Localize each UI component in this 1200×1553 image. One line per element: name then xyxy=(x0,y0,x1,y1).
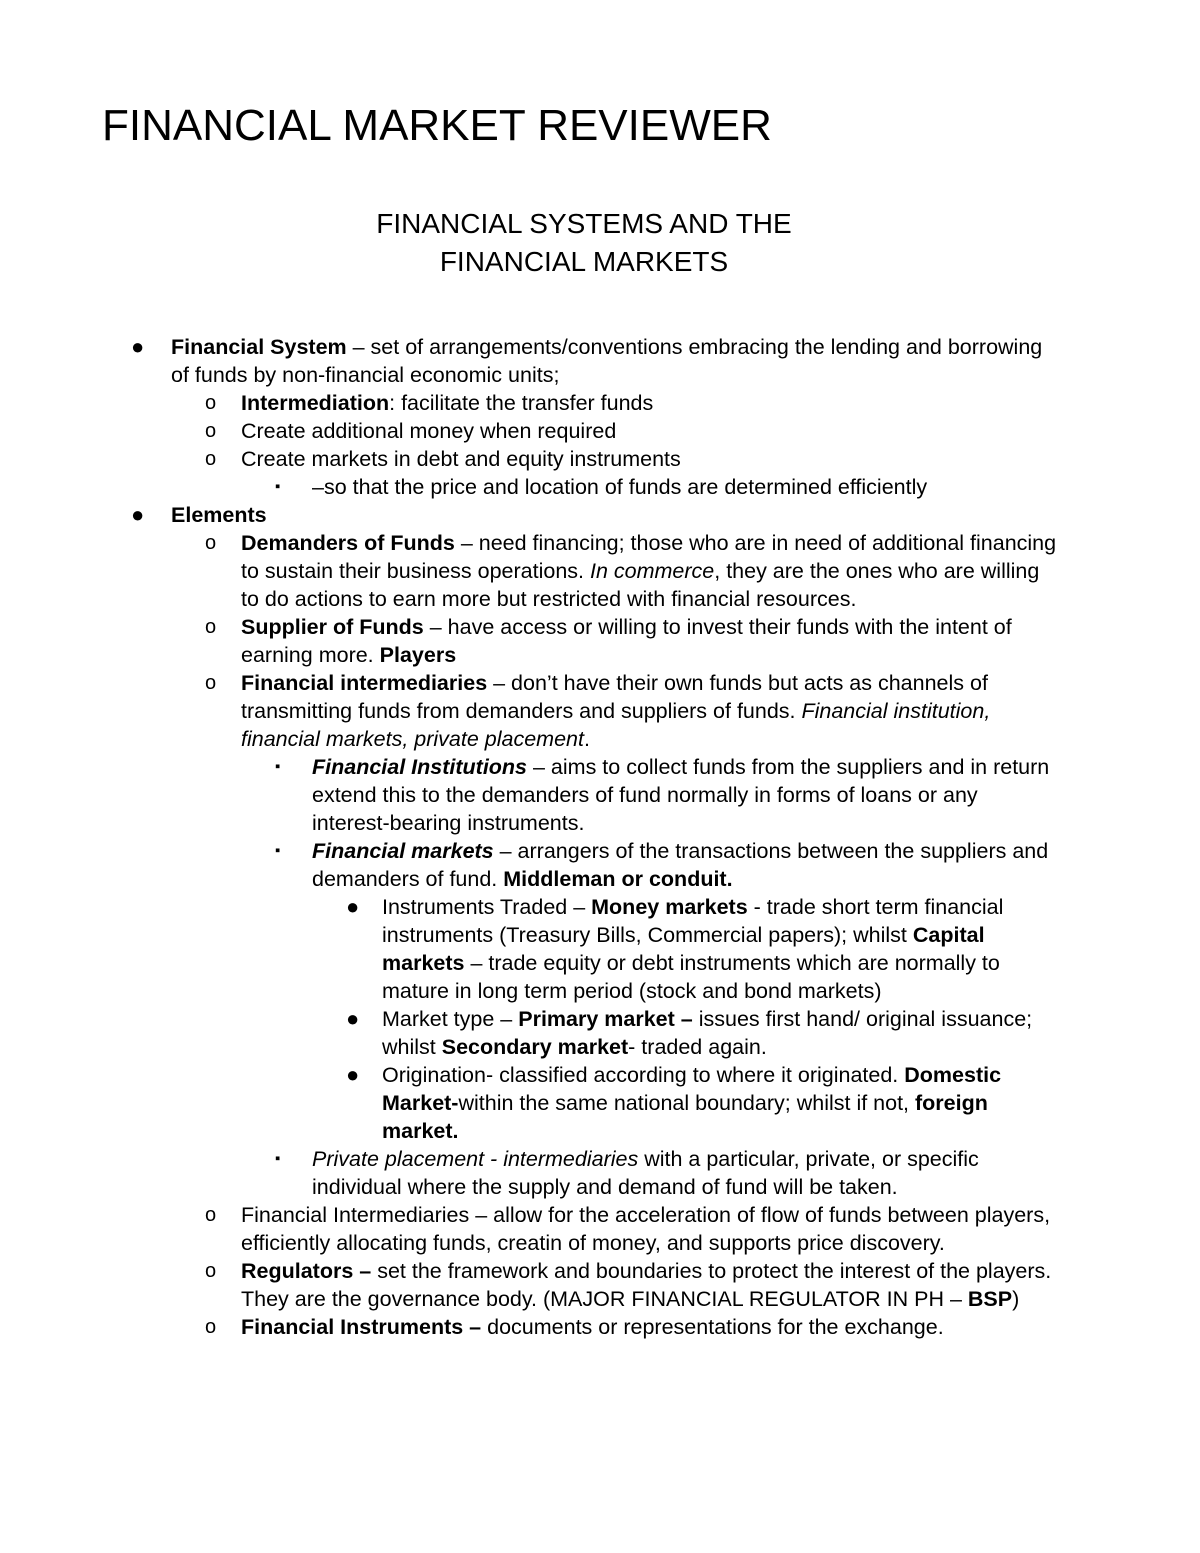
outline-text: Instruments Traded – xyxy=(382,895,592,919)
circle-bullet-icon: o xyxy=(205,672,217,694)
outline-item-level-1 xyxy=(131,501,1056,529)
square-bullet-icon: ▪ xyxy=(275,1150,281,1167)
outline-text: Capital markets xyxy=(382,923,985,975)
outline-text: Financial Institutions xyxy=(312,755,528,779)
outline-list xyxy=(0,333,1200,1341)
outline-text: : facilitate the transfer funds xyxy=(389,391,654,415)
disc-bullet-icon: ● xyxy=(346,1062,360,1087)
outline-item-level-2 xyxy=(205,529,1063,613)
section-heading-line-2: FINANCIAL MARKETS xyxy=(439,246,729,277)
outline-text: Financial Intermediaries – allow for the acceleration of flow of funds between players, efficiently allocating funds, creatin of money, and supports price discovery. xyxy=(241,1203,1051,1255)
outline-item-level-3 xyxy=(275,1145,1057,1201)
disc-bullet-icon: ● xyxy=(346,1006,360,1031)
outline-text: ) xyxy=(1012,1287,1020,1311)
outline-text: Supplier of Funds xyxy=(241,615,424,639)
outline-text: BSP xyxy=(967,1287,1013,1311)
outline-text: Primary market – xyxy=(518,1007,693,1031)
outline-text: Players xyxy=(379,643,457,667)
outline-text: issues first hand/ original issuance; whilst xyxy=(382,1007,1033,1059)
section-heading-line-1: FINANCIAL SYSTEMS AND THE xyxy=(376,208,792,239)
square-bullet-icon: ▪ xyxy=(275,478,281,495)
outline-item-level-3 xyxy=(275,753,1057,837)
outline-text: . xyxy=(583,727,590,751)
outline-text: within the same national boundary; whilst if not, xyxy=(458,1091,915,1115)
outline-text: In commerce xyxy=(589,559,715,583)
outline-text: – arrangers of the transactions between the suppliers and demanders of fund. xyxy=(312,839,1049,891)
circle-bullet-icon: o xyxy=(205,392,217,414)
outline-text: Intermediation xyxy=(241,391,390,415)
outline-text: Financial intermediaries xyxy=(241,671,488,695)
outline-text: Domestic Market- xyxy=(382,1063,1002,1115)
outline-text: set the framework and boundaries to protect the interest of the players. They are the governance body. (MAJOR FINANCIAL REGULATOR IN PH – xyxy=(241,1259,1052,1311)
outline-item-level-3 xyxy=(275,837,1057,893)
outline-text: Secondary market xyxy=(441,1035,629,1059)
circle-bullet-icon: o xyxy=(205,420,217,442)
section-heading xyxy=(0,205,1168,281)
outline-text: – have access or willing to invest their funds with the intent of earning more. xyxy=(241,615,1012,667)
outline-text: – trade equity or debt instruments which are normally to mature in long term period (stock and bond markets) xyxy=(382,951,1000,1003)
outline-text: foreign market. xyxy=(382,1091,988,1143)
outline-text: – don’t have their own funds but acts as channels of transmitting funds from demanders and suppliers of funds. xyxy=(241,671,988,723)
outline-text: Elements xyxy=(171,503,267,527)
square-bullet-icon: ▪ xyxy=(275,842,281,859)
outline-item-level-2 xyxy=(205,1201,1063,1257)
outline-text: , they are the ones who are willing to do actions to earn more but restricted with financial resources. xyxy=(241,559,1040,611)
circle-bullet-icon: o xyxy=(205,616,217,638)
outline-item-level-2 xyxy=(205,1313,1063,1341)
outline-text: Financial Instruments – xyxy=(241,1315,482,1339)
outline-text: Market type – xyxy=(382,1007,519,1031)
outline-text: –so that the price and location of funds are determined efficiently xyxy=(312,475,928,499)
outline-text: – set of arrangements/conventions embracing the lending and borrowing of funds by non-financial economic units; xyxy=(171,335,1043,387)
outline-text: Money markets xyxy=(591,895,748,919)
disc-bullet-icon: ● xyxy=(131,334,145,359)
outline-text: Middleman or conduit. xyxy=(503,867,733,891)
outline-item-level-4 xyxy=(346,1005,1057,1061)
document-title: FINANCIAL MARKET REVIEWER xyxy=(102,101,772,150)
square-bullet-icon: ▪ xyxy=(275,758,281,775)
outline-text: Financial System xyxy=(171,335,347,359)
outline-item-level-2 xyxy=(205,613,1063,669)
circle-bullet-icon: o xyxy=(205,532,217,554)
disc-bullet-icon: ● xyxy=(131,502,145,527)
outline-item-level-3 xyxy=(275,473,1057,501)
outline-item-level-4 xyxy=(346,893,1057,1005)
outline-text: Create additional money when required xyxy=(241,419,617,443)
outline-item-level-2 xyxy=(205,417,1063,445)
outline-item-level-4 xyxy=(346,1061,1057,1145)
outline-text: - trade short term financial instruments (Treasury Bills, Commercial papers); whilst xyxy=(382,895,1004,947)
outline-text: Regulators – xyxy=(241,1259,372,1283)
outline-text: - traded again. xyxy=(628,1035,767,1059)
circle-bullet-icon: o xyxy=(205,1316,217,1338)
outline-item-level-2 xyxy=(205,1257,1063,1313)
outline-item-level-2 xyxy=(205,669,1063,753)
outline-text: Origination- classified according to where it originated. xyxy=(382,1063,905,1087)
outline-text: – need financing; those who are in need of additional financing to sustain their business operations. xyxy=(241,531,1057,583)
outline-text: Financial institution, financial markets, private placement xyxy=(241,699,991,751)
outline-text: Create markets in debt and equity instruments xyxy=(241,447,681,471)
outline-item-level-2 xyxy=(205,445,1063,473)
circle-bullet-icon: o xyxy=(205,1204,217,1226)
outline-text: documents or representations for the exchange. xyxy=(481,1315,944,1339)
disc-bullet-icon: ● xyxy=(346,894,360,919)
circle-bullet-icon: o xyxy=(205,448,217,470)
outline-item-level-2 xyxy=(205,389,1063,417)
outline-text: – aims to collect funds from the suppliers and in return extend this to the demanders of fund normally in forms of loans or any interest-bearing instruments. xyxy=(312,755,1050,835)
outline-text: Private placement - intermediaries xyxy=(312,1147,639,1171)
outline-text: Financial markets xyxy=(312,839,494,863)
outline-text: with a particular, private, or specific individual where the supply and demand of fund will be taken. xyxy=(312,1147,979,1199)
outline-text: Demanders of Funds xyxy=(241,531,455,555)
circle-bullet-icon: o xyxy=(205,1260,217,1282)
outline-item-level-1 xyxy=(131,333,1056,389)
